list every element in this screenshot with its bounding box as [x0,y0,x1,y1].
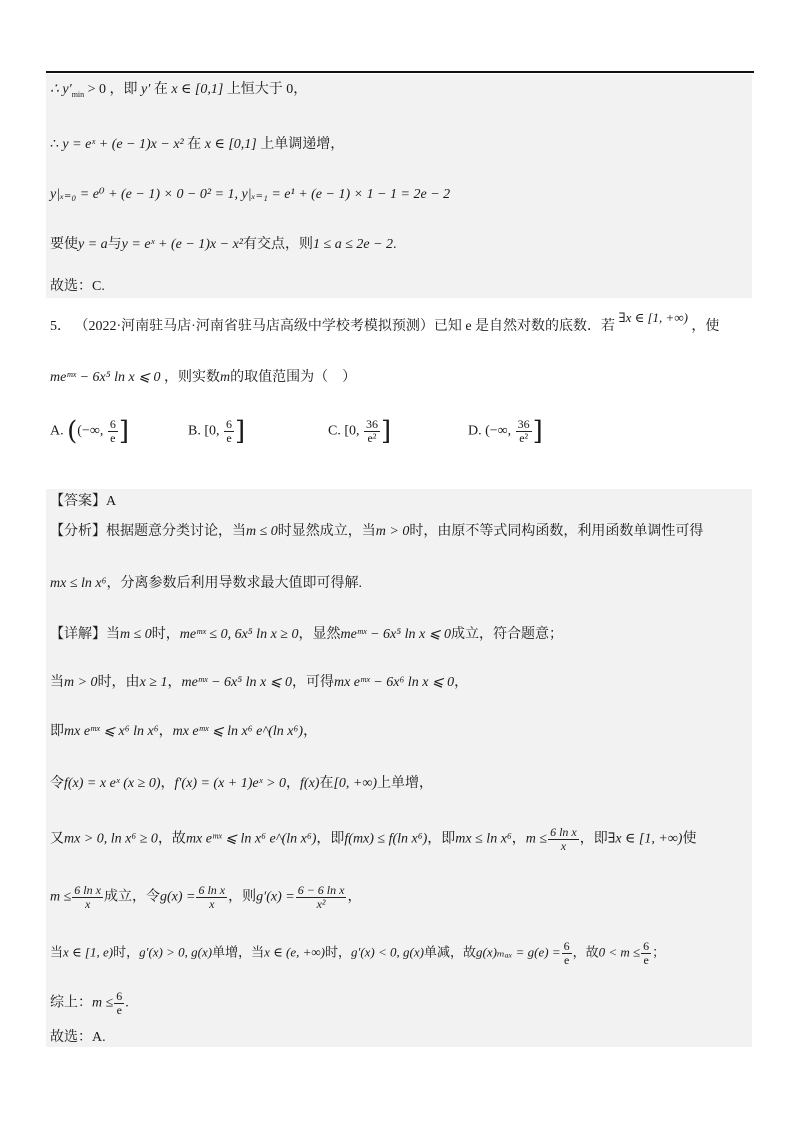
detail-line-4: 令f(x) = x eˣ (x ≥ 0)，f′(x) = (x + 1)eˣ > 0，f(x)在[0, +∞)上单增， [50,776,434,791]
prev-answer-choice: 故选：C. [50,279,105,294]
detail-line-6: m ≤ $\frac{\text{6 ln x}}{x}$ 成立，令g(x) = $\frac{\text{6 ln x}}{x}$ ，则g′(x) = $\frac{\text{6 − 6 ln x}}{\text{x²}}$ ， [50,883,362,911]
prev-line-4: 要使y = a与y = eˣ + (e − 1)x − x²有交点，则1 ≤ a ≤ 2e − 2. [50,237,397,252]
option-c[interactable]: C. [0, $\frac{36}{\text{e²}}$ ] [328,416,392,447]
detail-line-7: 当x ∈ [1, e)时，g′(x) > 0, g(x)单增，当x ∈ (e, +∞)时，g′(x) < 0, g(x)单减，故g(x)ₘₐₓ = g(e) = $\frac{6}{e}$ ，故0 < m ≤ $\frac{6}{e}$ ； [50,939,666,967]
analysis-line-1: 【分析】根据题意分类讨论，当m ≤ 0时显然成立，当m > 0时，由原不等式同构函数，利用函数单调性可得 [50,524,704,539]
question-source: （2022·河南驻马店·河南省驻马店高级中学校考模拟预测）已知 e 是自然对数的底数．若 [74,319,616,334]
option-b[interactable]: B. [0, $\frac{6}{e}$ ] [188,416,246,447]
option-d[interactable]: D. (−∞, $\frac{36}{\text{e²}}$ ] [468,416,543,447]
prev-line-2: ∴ y = eˣ + (e − 1)x − x² 在 x ∈ [0,1] 上单调递增， [50,137,345,152]
detail-line-3: 即mx eᵐˣ ⩽ x⁶ ln x⁶，mx eᵐˣ ⩽ ln x⁶ e^(ln x⁶)， [50,724,318,739]
prev-line-3: y|ₓ₌₀ = e⁰ + (e − 1) × 0 − 0² = 1, y|ₓ₌₁ = e¹ + (e − 1) × 1 − 1 = 2e − 2 [50,187,451,202]
question-number: 5． [50,319,71,334]
header-rule [46,71,754,73]
prev-line-1: ∴ $y'_{min} > 0$ ，即 y′ 在 x ∈ [0,1] 上恒大于 0， [50,82,308,99]
option-a[interactable]: A. ((−∞, $\frac{6}{e}$ ] [50,416,129,447]
detail-line-1: 【详解】当m ≤ 0时，meᵐˣ ≤ 0, 6x⁵ ln x ≥ 0，显然meᵐˣ − 6x⁵ ln x ⩽ 0成立，符合题意； [50,627,563,642]
question-condition: meᵐˣ − 6x⁵ ln x ⩽ 0 ，则实数m的取值范围为（ ） [50,370,357,385]
analysis-line-2: mx ≤ ln x⁶，分离参数后利用导数求最大值即可得解. [50,576,362,591]
question-stem: 5． （2022·河南驻马店·河南省驻马店高级中学校考模拟预测）已知 e 是自然对数的底数．若 ∃x ∈ [1, +∞) ，使 [50,310,720,334]
detail-line-5: 又mx > 0, ln x⁶ ≥ 0，故mx eᵐˣ ⩽ ln x⁶ e^(ln x⁶)，即f(mx) ≤ f(ln x⁶)，即mx ≤ ln x⁶，m ≤ $\frac{\text{6 ln x}}{x}$ ，即∃x ∈ [1, +∞)使 [50,825,697,853]
detail-line-2: 当m > 0时，由x ≥ 1，meᵐˣ − 6x⁵ ln x ⩽ 0，可得mx eᵐˣ − 6x⁶ ln x ⩽ 0， [50,675,469,690]
detail-line-8: 综上：m ≤ $\frac{6}{e}$ . [50,989,129,1017]
final-answer-choice: 故选：A. [50,1030,106,1045]
answer-line: 【答案】A [50,494,117,509]
